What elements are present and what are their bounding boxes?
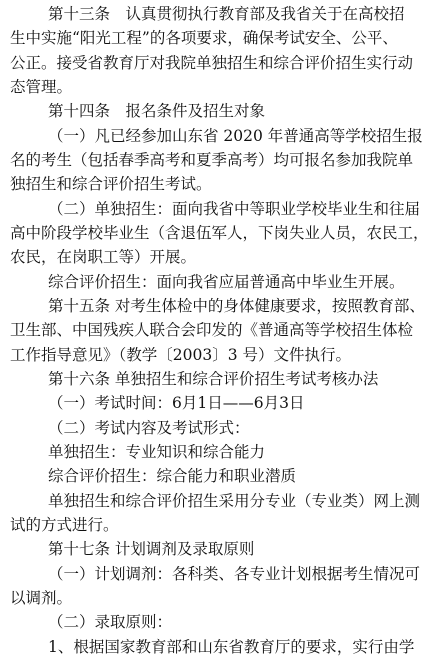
paragraph-line: （一）计划调剂：各科类、各专业计划根据考生情况可 bbox=[48, 565, 421, 583]
paragraph-line: 综合评价招生：综合能力和职业潜质 bbox=[48, 467, 297, 485]
paragraph-line: 名的考生（包括春季高考和夏季高考）均可报名参加我院单 bbox=[10, 151, 414, 169]
paragraph-line: 1、根据国家教育部和山东省教育厅的要求，实行由学 bbox=[48, 638, 415, 656]
paragraph-line: 卫生部、中国残疾人联合会印发的《普通高等学校招生体检 bbox=[10, 321, 414, 339]
paragraph-line: 高中阶段学校毕业生（含退伍军人，下岗失业人员，农民工， bbox=[10, 224, 429, 242]
paragraph-line: 独招生和综合评价招生考试。 bbox=[10, 175, 212, 193]
paragraph-line: （二）单独招生：面向我省中等职业学校毕业生和往届 bbox=[48, 200, 421, 218]
section-heading: 第十六条 单独招生和综合评价招生考试考核办法 bbox=[48, 370, 379, 388]
paragraph-line: （一）凡已经参加山东省 2020 年普通高等学校招生报 bbox=[48, 127, 423, 145]
section-heading: 第十四条 报名条件及招生对象 bbox=[48, 102, 266, 120]
paragraph-line: （一）考试时间：6月1日——6月3日 bbox=[48, 394, 305, 412]
paragraph-line: 农民，在岗职工等）开展。 bbox=[10, 248, 197, 266]
paragraph-line: （二）录取原则： bbox=[48, 613, 173, 631]
section-heading: 第十七条 计划调剂及录取原则 bbox=[48, 540, 255, 558]
paragraph-line: 态管理。 bbox=[10, 78, 73, 96]
paragraph-line: 工作指导意见》（教学〔2003〕3 号）文件执行。 bbox=[10, 346, 351, 364]
paragraph-line: 单独招生：专业知识和综合能力 bbox=[48, 443, 266, 461]
paragraph-line: 综合评价招生：面向我省应届普通高中毕业生开展。 bbox=[48, 273, 405, 291]
paragraph-line: 第十三条 认真贯彻执行教育部及我省关于在高校招 bbox=[48, 5, 405, 23]
paragraph-line: 生中实施“阳光工程”的各项要求，确保考试安全、公平、 bbox=[10, 29, 398, 47]
paragraph-line: （二）考试内容及考试形式： bbox=[48, 419, 250, 437]
paragraph-line: 公正。接受省教育厅对我院单独招生和综合评价招生实行动 bbox=[10, 54, 414, 72]
paragraph-line: 单独招生和综合评价招生采用分专业（专业类）网上测 bbox=[48, 492, 421, 510]
paragraph-line: 第十五条 对考生体检中的身体健康要求，按照教育部、 bbox=[48, 297, 425, 315]
paragraph-line: 试的方式进行。 bbox=[10, 516, 119, 534]
paragraph-line: 以调剂。 bbox=[10, 589, 73, 607]
